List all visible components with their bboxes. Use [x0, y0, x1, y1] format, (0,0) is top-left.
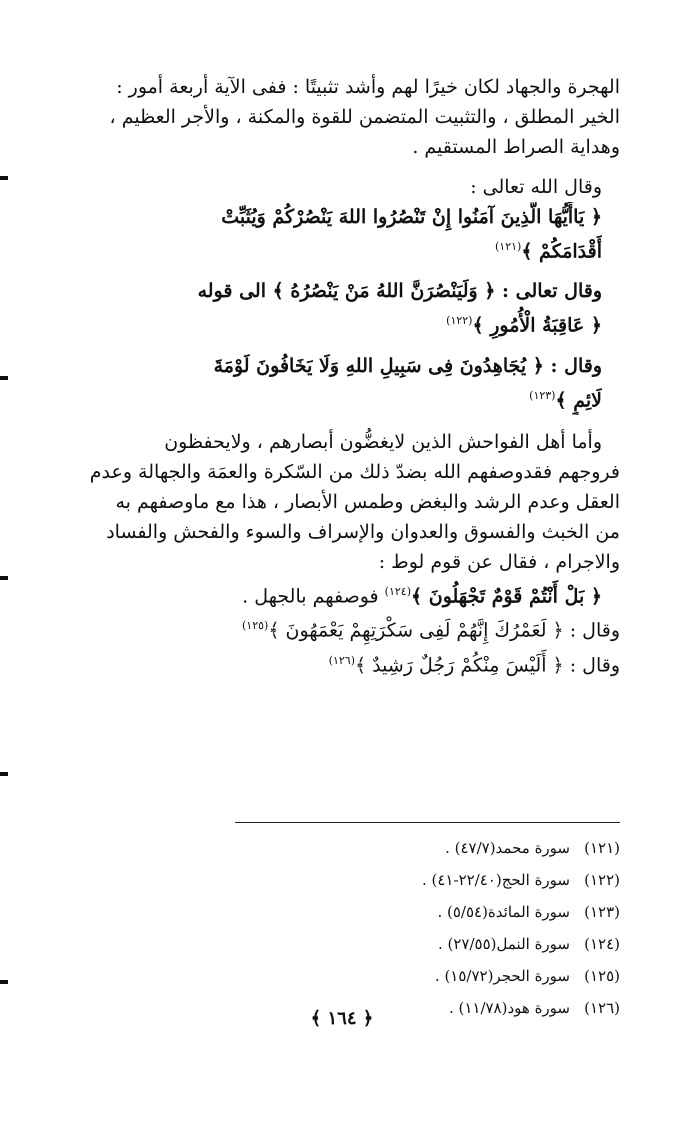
- verse-line: [90, 577, 602, 611]
- footnote-text: سورة الحجر(١٥/٧٢) .: [434, 967, 570, 985]
- footnote-ref: (١٢٦): [328, 653, 356, 667]
- footnote-text: سورة هود(١١/٧٨) .: [448, 999, 570, 1017]
- quran-verse: وقال : ﴿ يُجَاهِدُونَ فِى سَبِيلِ اللهِ وَلَا يَخَافُونَ لَوْمَةَ: [213, 354, 602, 377]
- quran-verse: ﴿ بَلْ أَنْتُمْ قَوْمٌ تَجْهَلُونَ ﴾: [411, 585, 602, 608]
- text-line: والاجرام ، فقال عن قوم لوط :: [378, 550, 620, 573]
- quran-verse-end: [90, 232, 602, 266]
- quote-6: [90, 646, 620, 680]
- footnote: [300, 832, 620, 864]
- quote-5: [90, 611, 620, 645]
- footnote-ref: (١٢٢): [446, 314, 473, 328]
- quran-verse: وقال تعالى : ﴿ وَلَيَنْصُرَنَّ اللهُ مَنْ يَنْصُرُهُ ﴾ الى قوله: [197, 280, 602, 303]
- text-line: وهداية الصراط المستقيم .: [412, 136, 620, 158]
- quran-verse: وقال : ﴿ أَلَيْسَ مِنْكُمْ رَجُلٌ رَشِيدٌ ﴾: [355, 653, 620, 676]
- verse-text: أَقْدَامَكُمْ ﴾: [521, 240, 602, 263]
- scan-edge-mark: [0, 980, 8, 984]
- quran-verse-end: [90, 381, 602, 415]
- quote-intro: وقال الله تعالى :: [470, 176, 602, 198]
- footnote-text: سورة النمل(٢٧/٥٥) .: [437, 935, 570, 953]
- verse-line: [90, 646, 620, 680]
- quote-4: [90, 577, 620, 611]
- footnote-ref: (١٢٤): [384, 584, 411, 598]
- text-line: العقل وعدم الرشد والبغض وطمس الأبصار ، هذا مع ماوصفهم به: [115, 490, 620, 513]
- quran-verse: وقال : ﴿ لَعَمْرُكَ إِنَّهُمْ لَفِى سَكْرَتِهِمْ يَعْمَهُونَ ﴾: [268, 619, 620, 642]
- footnote-number: (١٢٥): [584, 967, 620, 985]
- text-line: الخير المطلق ، والتثبيت المتضمن للقوة والمكنة ، والأجر العظيم ،: [109, 106, 620, 128]
- quran-verse-end: [90, 306, 602, 340]
- footnote-number: (١٢٣): [584, 903, 620, 921]
- text-line: من الخبث والفسوق والعدوان والإسراف والسوء والفحش والفساد: [106, 520, 620, 543]
- footnote: [300, 896, 620, 928]
- verse-text: لَائِمٍ ﴾: [555, 388, 602, 411]
- footnote-text: سورة المائدة(٥/٥٤) .: [437, 903, 570, 921]
- page-number: ﴿ ١٦٤ ﴾: [310, 1008, 374, 1029]
- paragraph-2: [90, 427, 620, 577]
- verse-line: [90, 611, 620, 645]
- footnote: [300, 928, 620, 960]
- quote-1: [90, 172, 620, 266]
- footnote-number: (١٢٤): [584, 935, 620, 953]
- footnote-number: (١٢١): [584, 839, 620, 857]
- scan-edge-mark: [0, 772, 8, 776]
- quran-verse: ﴿ يَاأَيُّهَا الَّذِينَ آمَنُوا إِنْ تَنْصُرُوا اللهَ يَنْصُرْكُمْ وَيُثَبِّتْ: [221, 206, 602, 228]
- footnote: [300, 960, 620, 992]
- verse-text: ﴿ عَاقِبَةُ الْأُمُورِ ﴾: [472, 314, 602, 337]
- footnote-divider: [235, 822, 620, 823]
- footnote-ref: (١٢١): [494, 240, 522, 253]
- footnote-number: (١٢٦): [584, 999, 620, 1017]
- verse-comment: فوصفهم بالجهل .: [242, 585, 379, 608]
- text-line: الهجرة والجهاد لكان خيرًا لهم وأشد تثبيتًا : ففى الآية أربعة أمور :: [116, 76, 620, 98]
- footnote-text: سورة محمد(٤٧/٧) .: [445, 839, 570, 857]
- scan-edge-mark: [0, 376, 8, 380]
- quote-3: [90, 351, 620, 415]
- scan-edge-mark: [0, 576, 8, 580]
- footnote-ref: (١٢٥): [241, 619, 269, 633]
- text-line: وأما أهل الفواحش الذين لايغضُّون أبصارهم ، ولايحفظون: [164, 430, 602, 453]
- footnotes: [300, 832, 620, 1024]
- quote-2: [90, 276, 620, 340]
- footnote-ref: (١٢٣): [529, 388, 556, 402]
- main-text: [90, 72, 620, 680]
- text-line: فروجهم فقدوصفهم الله بضدّ ذلك من السّكرة والعمَة والجهالة وعدم: [90, 460, 620, 483]
- paragraph-1: [90, 72, 620, 162]
- scan-edge-mark: [0, 176, 8, 180]
- footnote: [300, 864, 620, 896]
- footnote-text: سورة الحج(٢٢/٤٠-٤١) .: [421, 871, 570, 889]
- footnote-number: (١٢٢): [584, 871, 620, 889]
